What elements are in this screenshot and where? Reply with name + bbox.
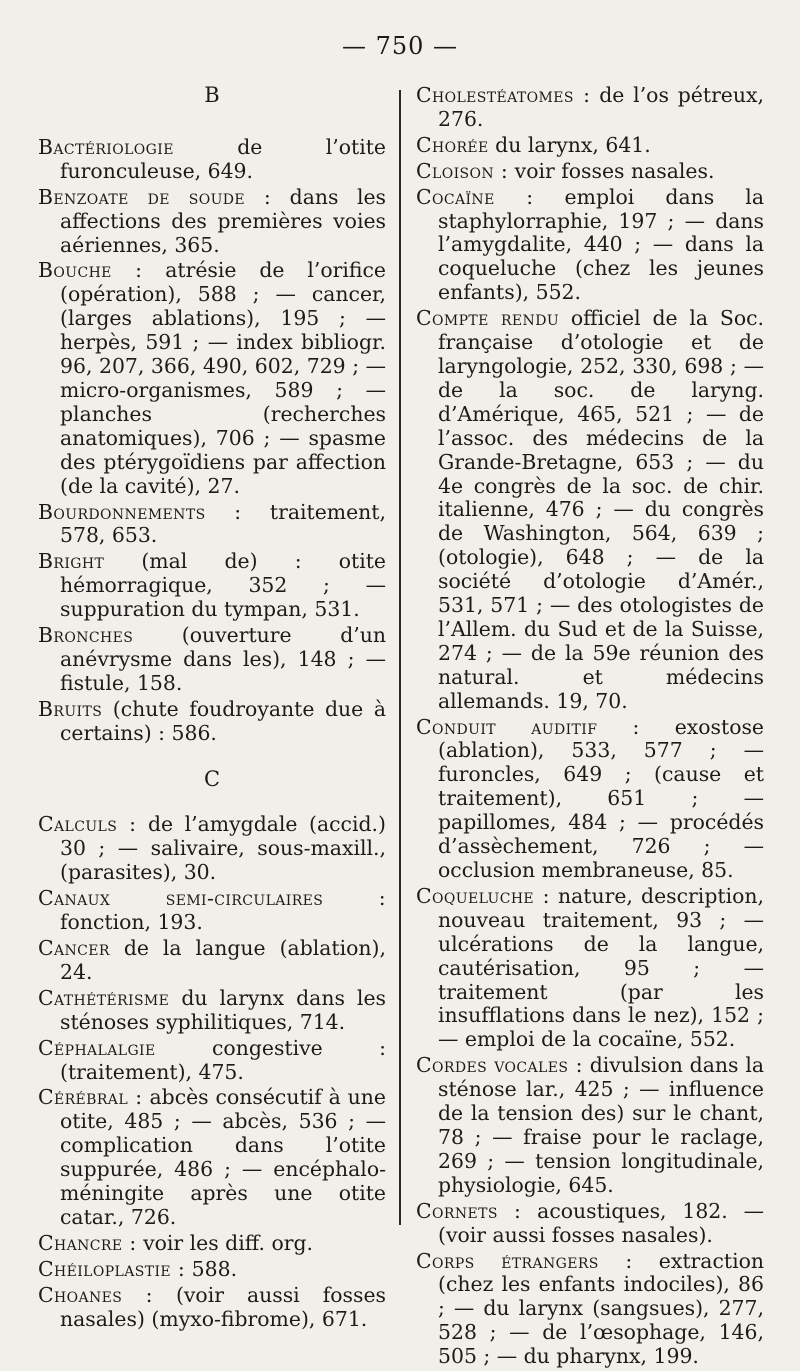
entry-headword: Compte rendu [416,306,560,331]
section-letter-c: C [203,766,221,791]
entry-text: voir les diff. org. [136,1230,314,1255]
entry-text: (ouverture d’un anévrysme dans les), 148 ; — fistule, 158. [60,623,386,695]
entry-headword: Coqueluche : [416,883,550,908]
entry-headword: Chéiloplastie : [38,1256,186,1281]
entry-headword: Corps étrangers : [416,1248,633,1273]
entry-headword: Conduit auditif : [416,714,640,739]
entry-headword: Cholestéatomes : [416,83,591,107]
entry-headword: Cancer [38,936,110,960]
entry-headword: Cloison : [416,158,509,183]
entry-headword: Benzoate de soude : [38,184,272,209]
entry-headword: Cocaïne : [416,184,534,209]
index-entry [38,1037,386,1085]
entry-headword: Canaux semi-circulaires : [38,886,386,911]
entry-text: de l’otite furonculeuse, 649. [60,134,386,183]
entries-right [416,84,764,1369]
index-entry [38,1284,386,1332]
index-entry [38,1258,386,1282]
entry-headword: Chancre : [38,1230,137,1255]
right-column [416,84,764,1371]
entries-b [38,136,386,746]
entry-headword: Chorée [416,132,489,157]
entry-text: abcès consécutif à une otite, 485 ; — abcès, 536 ; — complication dans l’otite suppurée, 486 ; — encéphalo-méningite après une otite catar., 726. [60,1085,386,1229]
entry-text: congestive : (traitement), 475. [60,1035,386,1084]
entry-headword: Calculs : [38,812,137,837]
index-entry [38,937,386,985]
index-entry [38,1232,386,1256]
entry-text: emploi dans la staphylorraphie, 197 ; — dans l’amygdalite, 440 ; — dans la coqueluche (chez les jeunes enfants), 552. [438,184,764,305]
index-entry [416,716,764,883]
entry-headword: Cornets : [416,1198,522,1223]
index-entry [416,307,764,713]
entry-headword: Bouche : [38,258,143,283]
entry-headword: Bruits [38,696,103,721]
index-entry [416,84,764,132]
index-entry [38,1086,386,1229]
entry-text: 588. [185,1256,238,1281]
index-entry [416,885,764,1052]
entry-text: acoustiques, 182. — (voir aussi fosses nasales). [438,1198,764,1247]
entry-text: dans les affections des premières voies aériennes, 365. [60,184,387,257]
entry-text: divulsion dans la sténose lar., 425 ; — influence de la tension des) sur le chant, 78 ; — fraise pour le raclage, 269 ; — tension longitudinale, physiologie, 645. [438,1053,764,1197]
index-entry [38,698,386,746]
entry-text: nature, description, nouveau traitement, 93 ; — ulcérations de la langue, cautérisation, 95 ; — traitement (par les insufflations dans le nez), 152 ; — emploi de la cocaïne, 552. [438,883,764,1052]
index-entry [38,887,386,935]
entries-c [38,813,386,1331]
entry-headword: Bactériologie [38,134,174,159]
entry-text: officiel de la Soc. française d’otologie et de laryngologie, 252, 330, 698 ; — de la soc. de laryng. d’Amérique, 465, 521 ; — de l’assoc. des médecins de la Grande-Bretagne, 653 ; — du 4e congrès de la soc. de chir. italienne, 476 ; — du congrès de Washington, 564, 639 ; (otologie), 648 ; — de la société d’otologie d’Amér., 531, 571 ; — des otologistes de l’Allem. du Sud et de la Suisse, 274 ; — de la 59e réunion des natural. et médecins allemands. 19, 70. [438,306,764,713]
entry-text: exostose (ablation), 533, 577 ; — furoncles, 649 ; (cause et traitement), 651 ; — papillomes, 484 ; — procédés d’assèchement, 726 ; — occlusion membraneuse, 85. [438,714,764,882]
index-entry [38,987,386,1035]
entry-headword: Cérébral : [38,1085,143,1110]
entry-text: (voir aussi fosses nasales) (myxo-fibrome), 671. [60,1282,386,1331]
index-entry [38,136,386,184]
entry-headword: Cordes vocales : [416,1053,583,1078]
column-divider [399,90,401,1225]
entry-text: de la langue (ablation), 24. [60,936,386,984]
index-entry [416,134,764,158]
entry-text: fonction, 193. [60,910,203,935]
entry-text: de l’amygdale (accid.) 30 ; — salivaire, sous-maxill., (parasites), 30. [60,812,386,885]
entry-text: de l’os pétreux, 276. [438,83,764,131]
section-letter-b: B [204,83,220,107]
left-column [38,84,386,1334]
index-entry [416,1250,764,1370]
entry-text: (chute foudroyante due à certains) : 586. [60,696,386,745]
entry-text: extraction (chez les enfants indociles), 86 ; — du larynx (sangsues), 277, 528 ; — de l’œsophage, 146, 505 ; — du pharynx, 199. [438,1248,764,1369]
entry-text: traitement, 578, 653. [60,499,386,548]
entry-text: (mal de) : otite hémorragique, 352 ; — suppuration du tympan, 531. [60,549,386,622]
index-entry [416,160,764,184]
entry-headword: Bronches [38,623,134,648]
index-entry [38,186,386,258]
index-entry [416,186,764,306]
entry-headword: Céphalalgie [38,1035,156,1060]
index-entry [38,624,386,696]
entry-text: du larynx dans les sténoses syphilitiques, 714. [60,985,386,1034]
entry-text: atrésie de l’orifice (opération), 588 ; — cancer, (larges ablations), 195 ; — herpès, 591 ; — index bibliogr. 96, 207, 366, 490, 602, 729 ; — micro-organismes, 589 ; — planches (recherches anatomiques), 706 ; — spasme des ptérygoïdiens par affection (de la cavité), 27. [60,258,386,498]
index-entry [38,501,386,549]
entry-headword: Cathétérisme [38,985,170,1010]
index-entry [38,259,386,498]
entry-headword: Bright [38,549,105,574]
index-entry [38,813,386,885]
entry-headword: Bourdonnements : [38,499,242,524]
index-entry [416,1200,764,1248]
entry-text: du larynx, 641. [488,132,651,157]
entry-text: voir fosses nasales. [508,158,715,183]
entry-headword: Choanes : [38,1282,153,1307]
page-number: — 750 — [341,32,459,60]
index-entry [38,550,386,622]
index-entry [416,1054,764,1197]
